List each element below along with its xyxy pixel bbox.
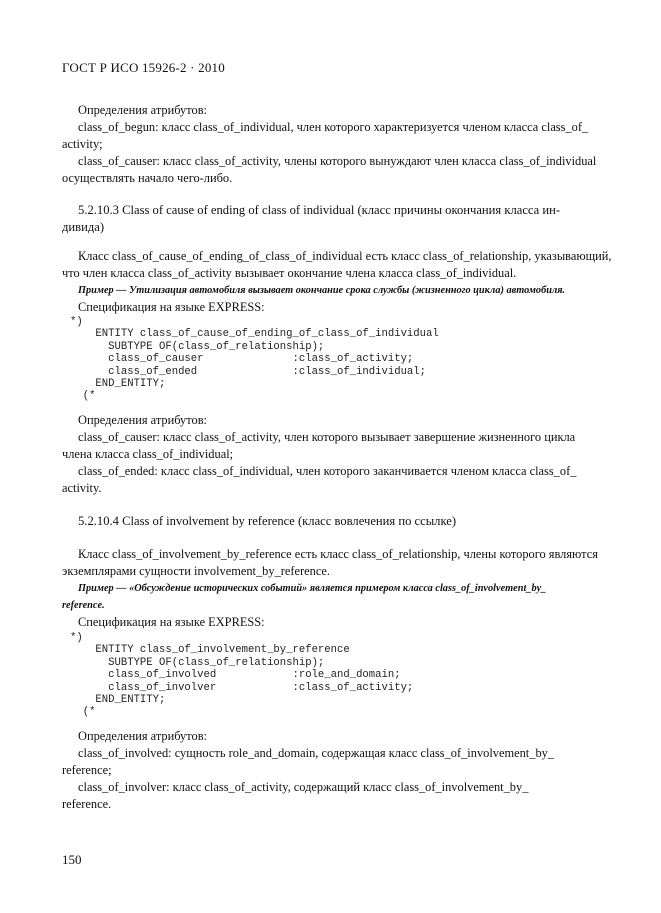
section-heading-line1: 5.2.10.3 Class of cause of ending of class of individual (класс причины окончания класса ин- [78,203,561,217]
section-heading: 5.2.10.4 Class of involvement by reference (класс вовлечения по ссылке) [78,514,457,528]
section-5-2-10-4-heading [62,513,602,530]
express-code-block: *) ENTITY class_of_cause_of_ending_of_class_of_individual SUBTYPE OF(class_of_relationship); class_of_causer :class_of_activity; class_of_ended :class_of_individual; END_ENTITY; (* [70,316,439,403]
example-note-line2: reference. [62,600,105,611]
attr-class-of-ended-line2: activity. [62,481,102,495]
example-note-line1: Пример — «Обсуждение исторических событий» является примером класса class_of_involvement_by_ [78,583,547,594]
attr-class-of-causer-line1: class_of_causer: класс class_of_activity, член которого вызывает завершение жизненного цикла [78,430,576,444]
section-description-line1: Класс class_of_involvement_by_reference есть класс class_of_relationship, члены которого являются [78,547,598,561]
attribute-definitions-block [62,102,602,187]
attribute-definitions-heading: Определения атрибутов: [78,729,207,743]
document-header: ГОСТ Р ИСО 15926-2 · 2010 [62,60,225,75]
express-code-block: *) ENTITY class_of_involvement_by_reference SUBTYPE OF(class_of_relationship); class_of_involved :role_and_domain; class_of_involver :class_of_activity; END_ENTITY; (* [70,632,414,719]
example-note: Пример — Утилизация автомобиля вызывает окончание срока службы (жизненного цикла) автомобиля. [78,285,566,296]
attr-class-of-causer-line2: члена класса class_of_individual; [62,447,234,461]
attribute-definitions-heading: Определения атрибутов: [78,413,207,427]
attr-class-of-begun-line2: activity; [62,137,103,151]
page-number: 150 [62,852,82,867]
attr-class-of-causer-line1: class_of_causer: класс class_of_activity, члены которого вынуждают член класса class_of_individual [78,154,597,168]
attr-class-of-involver-line2: reference. [62,797,112,811]
attr-class-of-involved-line2: reference; [62,763,112,777]
attr-class-of-begun-line1: class_of_begun: класс class_of_individual, член которого характеризуется членом класса class_of_ [78,120,589,134]
section-heading-line2: дивида) [62,220,105,234]
section-5-2-10-4-attributes [62,728,602,813]
express-spec-label: Спецификация на языке EXPRESS: [78,300,265,314]
attr-class-of-involver-line1: class_of_involver: класс class_of_activity, содержащий класс class_of_involvement_by_ [78,780,529,794]
section-5-2-10-3-attributes [62,412,602,497]
express-spec-label: Спецификация на языке EXPRESS: [78,615,265,629]
section-description-line2: экземплярами сущности involvement_by_reference. [62,564,330,578]
attribute-definitions-heading: Определения атрибутов: [78,103,207,117]
section-description-line1: Класс class_of_cause_of_ending_of_class_of_individual есть класс class_of_relationship, указывающий, [78,249,612,263]
section-5-2-10-3-body [62,248,612,316]
section-5-2-10-4-body [62,546,602,631]
attr-class-of-ended-line1: class_of_ended: класс class_of_individual, член которого заканчивается членом класса class_of_ [78,464,577,478]
section-description-line2: что член класса class_of_activity вызывает окончание члена класса class_of_individual. [62,266,517,280]
attr-class-of-involved-line1: class_of_involved: сущность role_and_domain, содержащая класс class_of_involvement_by_ [78,746,555,760]
attr-class-of-causer-line2: осуществлять начало чего-либо. [62,171,233,185]
section-5-2-10-3-heading [62,202,602,236]
